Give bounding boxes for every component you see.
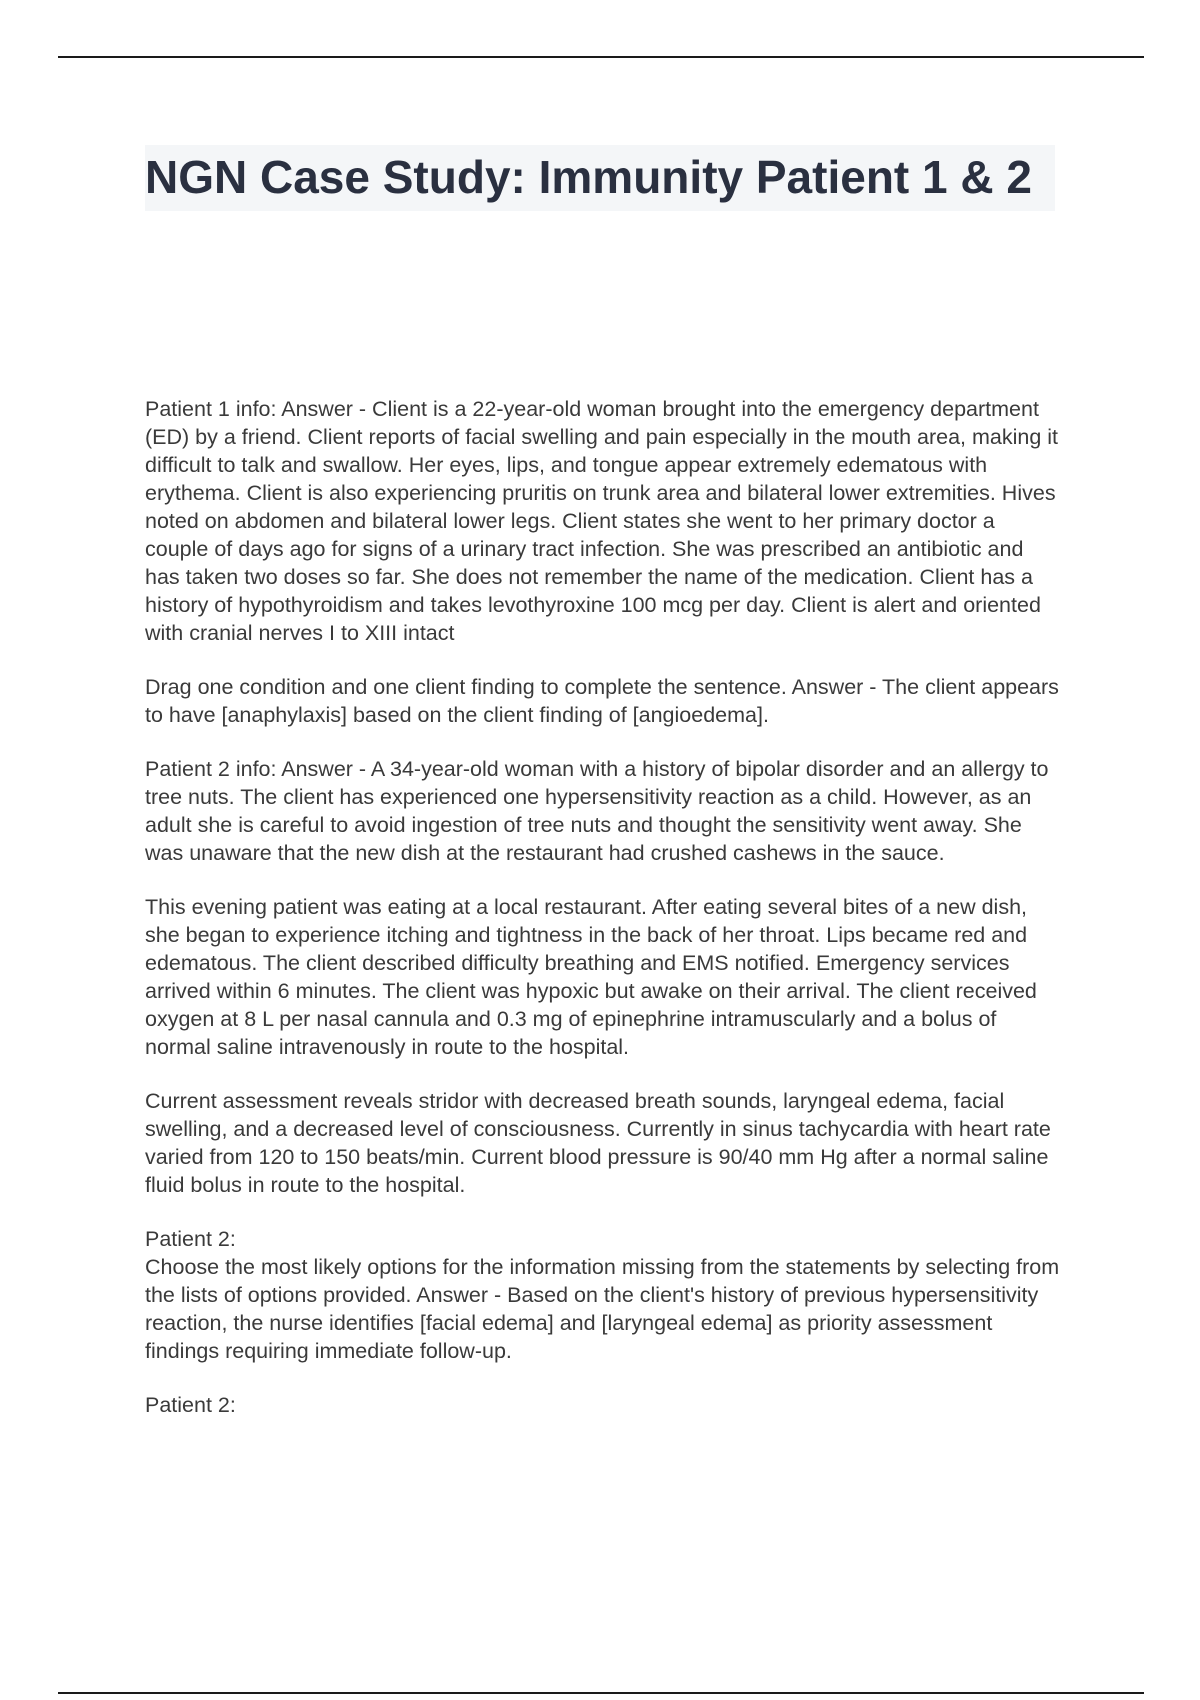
title-block: [145, 145, 1055, 211]
paragraph-evening-event: This evening patient was eating at a local restaurant. After eating several bites of a new dish, she began to experience itching and tightness in the back of her throat. Lips became red and edematous. The client described difficulty breathing and EMS notified. Emergency services arrived within 6 minutes. The client was hypoxic but awake on their arrival. The client received oxygen at 8 L per nasal cannula and 0.3 mg of epinephrine intramuscularly and a bolus of normal saline intravenously in route to the hospital.: [145, 895, 1037, 1059]
paragraph-current-assessment: Current assessment reveals stridor with decreased breath sounds, laryngeal edema, facial swelling, and a decreased level of consciousness. Currently in sinus tachycardia with heart rate varied from 120 to 150 beats/min. Current blood pressure is 90/40 mm Hg after a normal saline fluid bolus in route to the hospital.: [145, 1089, 1051, 1197]
trailing-heading: Patient 2:: [145, 1393, 236, 1417]
patient2-heading: Patient 2:: [145, 1227, 236, 1251]
paragraph-choose-question: Choose the most likely options for the information missing from the statements by selecting from the lists of options provided. Answer - Based on the client's history of previous hypersensitivity reaction, the nurse identifies [facial edema] and [laryngeal edema] as priority assessment findings requiring immediate follow-up.: [145, 1255, 1060, 1363]
top-divider: [58, 56, 1144, 58]
document-body: [145, 395, 1060, 1445]
paragraph-patient2-info: Patient 2 info: Answer - A 34-year-old woman with a history of bipolar disorder and an allergy to tree nuts. The client has experienced one hypersensitivity reaction as a child. However, as an adult she is careful to avoid ingestion of tree nuts and thought the sensitivity went away. She was unaware that the new dish at the restaurant had crushed cashews in the sauce.: [145, 757, 1049, 865]
paragraph-patient1-info: Patient 1 info: Answer - Client is a 22-year-old woman brought into the emergency department (ED) by a friend. Client reports of facial swelling and pain especially in the mouth area, making it difficult to talk and swallow. Her eyes, lips, and tongue appear extremely edematous with erythema. Client is also experiencing pruritis on trunk area and bilateral lower extremities. Hives noted on abdomen and bilateral lower legs. Client states she went to her primary doctor a couple of days ago for signs of a urinary tract infection. She was prescribed an antibiotic and has taken two doses so far. She does not remember the name of the medication. Client has a history of hypothyroidism and takes levothyroxine 100 mcg per day. Client is alert and oriented with cranial nerves I to XIII intact: [145, 397, 1059, 645]
page-title: NGN Case Study: Immunity Patient 1 & 2: [145, 151, 1032, 203]
bottom-divider: [58, 1692, 1144, 1694]
paragraph-drag-question: Drag one condition and one client finding to complete the sentence. Answer - The client appears to have [anaphylaxis] based on the client finding of [angioedema].: [145, 675, 1059, 727]
